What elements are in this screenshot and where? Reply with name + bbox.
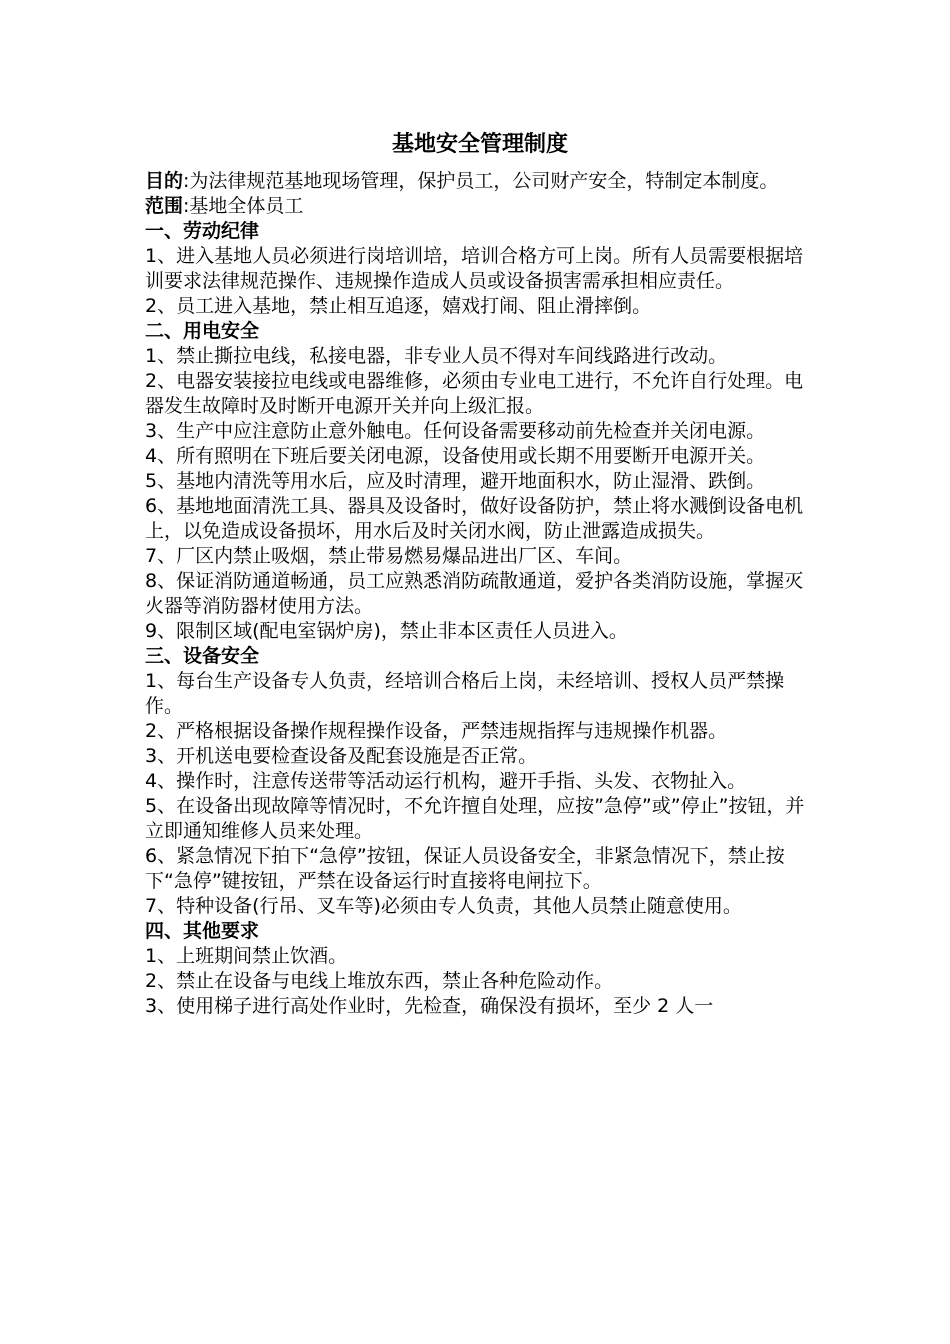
section-heading: 一、劳动纪律: [145, 220, 260, 242]
list-item: 8、保证消防通道畅通，员工应熟悉消防疏散通道，爱护各类消防设施，掌握灭火器等消防器材使用方法。: [145, 570, 804, 617]
list-item: 1、上班期间禁止饮酒。: [145, 945, 348, 967]
scope-paragraph: [145, 194, 815, 219]
list-item: 4、所有照明在下班后要关闭电源，设备使用或长期不用要断开电源开关。: [145, 445, 766, 467]
scope-text: :基地全体员工: [183, 195, 304, 217]
list-item: 3、生产中应注意防止意外触电。任何设备需要移动前先检查并关闭电源。: [145, 420, 766, 442]
section-electrical-safety: [145, 319, 815, 644]
list-item: 9、限制区域(配电室锅炉房)，禁止非本区责任人员进入。: [145, 620, 628, 642]
section-heading: 二、用电安全: [145, 320, 260, 342]
list-item: 2、员工进入基地，禁止相互追逐，嬉戏打闹、阻止滑摔倒。: [145, 295, 652, 317]
purpose-paragraph: [145, 169, 815, 194]
list-item: 1、禁止撕拉电线，私接电器，非专业人员不得对车间线路进行改动。: [145, 345, 728, 367]
list-item: 2、禁止在设备与电线上堆放东西，禁止各种危险动作。: [145, 970, 614, 992]
document-page: [145, 130, 815, 1019]
section-equipment-safety: [145, 644, 815, 919]
section-other-requirements: [145, 919, 815, 1019]
list-item: 3、开机送电要检查设备及配套设施是否正常。: [145, 745, 538, 767]
list-item: 1、进入基地人员必须进行岗培训培，培训合格方可上岗。所有人员需要根据培训要求法律规范操作、违规操作造成人员或设备损害需承担相应责任。: [145, 245, 804, 292]
list-item: 7、特种设备(行吊、叉车等)必须由专人负责，其他人员禁止随意使用。: [145, 895, 742, 917]
list-item: 3、使用梯子进行高处作业时，先检查，确保没有损坏，至少 2 人一: [145, 995, 714, 1017]
list-item: 5、在设备出现故障等情况时，不允许擅自处理，应按”急停”或”停止”按钮，并立即通知维修人员来处理。: [145, 795, 805, 842]
list-item: 2、电器安装接拉电线或电器维修，必须由专业电工进行，不允许自行处理。电器发生故障时及时断开电源开关并向上级汇报。: [145, 370, 804, 417]
purpose-text: :为法律规范基地现场管理，保护员工，公司财产安全，特制定本制度。: [183, 170, 779, 192]
purpose-label: 目的: [145, 170, 184, 192]
list-item: 6、紧急情况下拍下“急停”按钮，保证人员设备安全，非紧急情况下，禁止按下“急停”键按钮，严禁在设备运行时直接将电闸拉下。: [145, 845, 785, 892]
list-item: 5、基地内清洗等用水后，应及时清理，避开地面积水，防止湿滑、跌倒。: [145, 470, 766, 492]
list-item: 6、基地地面清洗工具、器具及设备时，做好设备防护，禁止将水溅倒设备电机上，以免造成设备损坏，用水后及时关闭水阀，防止泄露造成损失。: [145, 495, 804, 542]
list-item: 4、操作时，注意传送带等活动运行机构，避开手指、头发、衣物扯入。: [145, 770, 747, 792]
document-title: 基地安全管理制度: [391, 132, 568, 157]
section-labor-discipline: [145, 219, 815, 319]
section-heading: 四、其他要求: [145, 920, 260, 942]
section-heading: 三、设备安全: [145, 645, 260, 667]
list-item: 2、严格根据设备操作规程操作设备，严禁违规指挥与违规操作机器。: [145, 720, 728, 742]
list-item: 1、每台生产设备专人负责，经培训合格后上岗，未经培训、授权人员严禁操作。: [145, 670, 785, 717]
scope-label: 范围: [145, 195, 184, 217]
list-item: 7、厂区内禁止吸烟，禁止带易燃易爆品进出厂区、车间。: [145, 545, 633, 567]
